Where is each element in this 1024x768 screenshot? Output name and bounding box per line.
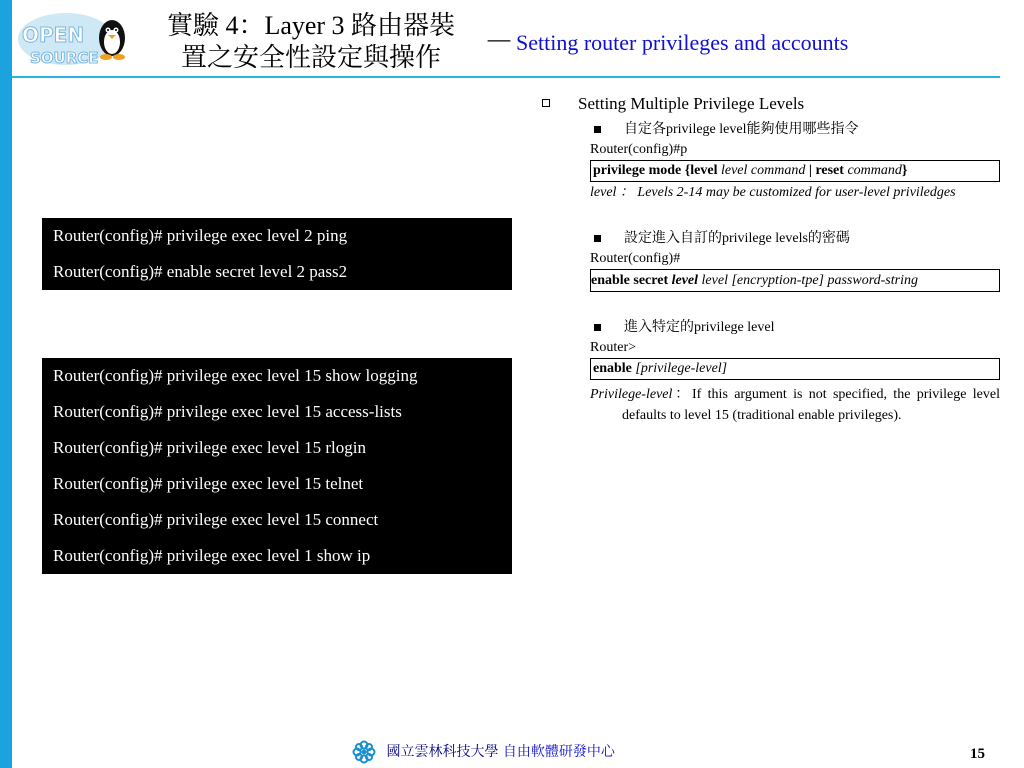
parameter-description: level ： Levels 2-14 may be customized for user-level priviledges (590, 185, 956, 200)
router-prompt: Router(config)# (590, 251, 681, 266)
command-box-level15 (42, 358, 512, 574)
command-line: Router(config)# privilege exec level 15 access-lists (53, 402, 402, 421)
command-line: Router(config)# privilege exec level 15 show logging (53, 366, 418, 385)
section-heading: Setting Multiple Privilege Levels (540, 92, 1000, 116)
command-line: Router(config)# privilege exec level 15 rlogin (53, 438, 366, 457)
command-line: Router(config)# privilege exec level 1 show ip (53, 546, 371, 565)
bullet-item: 進入特定的privilege level (540, 318, 1000, 338)
penguin-icon (16, 8, 134, 70)
slide-title-en: Setting router privileges and accounts (516, 30, 849, 55)
title-zh-line1: 實驗 4：Layer 3 路由器裝 (166, 11, 456, 40)
router-prompt: Router(config)#p (590, 142, 688, 157)
bullet-item: 自定各privilege level能夠使用哪些指令 (540, 120, 1000, 140)
command-line: Router(config)# privilege exec level 15 telnet (53, 474, 364, 493)
slide-title-zh (150, 10, 472, 74)
header-divider (12, 76, 1000, 78)
flower-icon (352, 740, 376, 764)
command-box-level2 (42, 218, 512, 290)
page-number: 15 (970, 746, 985, 762)
command-syntax: enable [privilege-level] (590, 358, 1000, 380)
command-line: Router(config)# privilege exec level 15 connect (53, 510, 379, 529)
title-separator: － (484, 26, 514, 59)
filled-square-bullet-icon (594, 126, 601, 133)
command-syntax: enable secret level level [encryption-tpe] password-string (590, 269, 1000, 292)
footer-org: 國立雲林科技大學 (386, 744, 499, 760)
footer-center: 自由軟體研發中心 (502, 744, 615, 760)
command-line: Router(config)# enable secret level 2 pass2 (53, 262, 348, 281)
parameter-description: Privilege-level：If this argument is not specified, the privilege level defaults to level 15 (traditional enable privileges). (590, 387, 1000, 423)
left-accent-bar (0, 0, 12, 768)
svg-text:OPEN: OPEN (22, 23, 85, 47)
router-prompt: Router> (590, 340, 636, 355)
svg-text:SOURCE: SOURCE (30, 49, 99, 67)
bullet-item: 設定進入自訂的privilege levels的密碼 (540, 229, 1000, 249)
title-zh-line2: 置之安全性設定與操作 (180, 43, 441, 72)
square-bullet-icon (542, 99, 550, 107)
filled-square-bullet-icon (594, 324, 601, 331)
open-source-logo (16, 8, 134, 70)
right-content (540, 92, 1000, 426)
footer (352, 740, 615, 764)
command-syntax: privilege mode {level level command | reset command} (590, 160, 1000, 182)
command-line: Router(config)# privilege exec level 2 ping (53, 226, 348, 245)
filled-square-bullet-icon (594, 235, 601, 242)
